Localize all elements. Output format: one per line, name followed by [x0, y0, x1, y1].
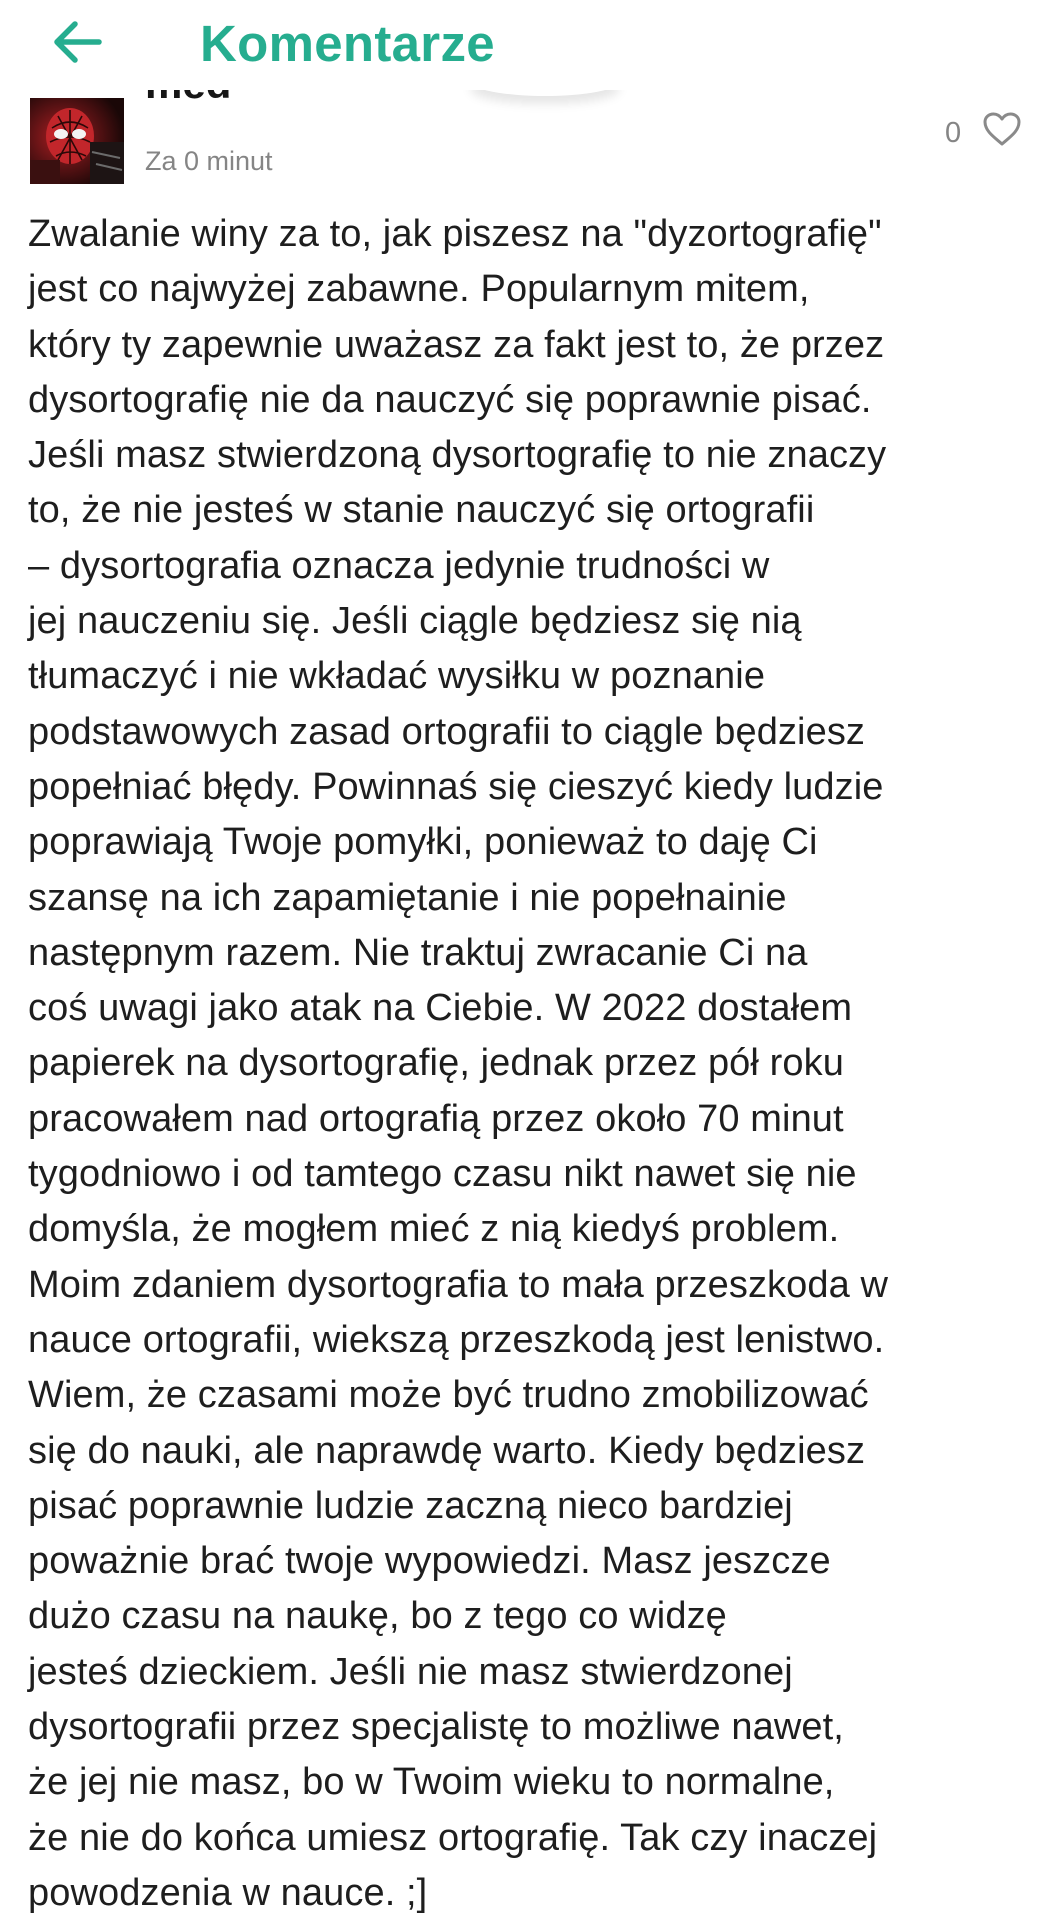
back-button[interactable] [40, 14, 114, 74]
heart-outline-icon [982, 111, 1022, 152]
page-title: Komentarze [200, 15, 495, 72]
app-bar [0, 0, 1060, 90]
comment-text: Zwalanie winy za to, jak piszesz na "dyzortografię" jest co najwyżej zabawne. Popularnym mitem, który ty zapewnie uważasz za fakt jest to, że przez dysortografię nie da nauczyć się poprawnie pisać. Jeśli masz stwierdzoną dysortografię to nie znaczy to, że nie jesteś w stanie nauczyć się ortografii – dysortografia oznacza jedynie trudności w jej nauczeniu się. Jeśli ciągle będziesz się nią tłumaczyć i nie wkładać wysiłku w poznanie podstawowych zasad ortografii to ciągle będziesz popełniać błędy. Powinnaś się cieszyć kiedy ludzie poprawiają Twoje pomyłki, ponieważ to daję Ci szansę na ich zapamiętanie i nie popełnainie następnym razem. Nie traktuj zwracanie Ci na coś uwagi jako atak na Ciebie. W 2022 dostałem papierek na dysortografię, jednak przez pół roku pracowałem nad ortografią przez około 70 minut tygodniowo i od tamtego czasu nikt nawet się nie domyśla, że mogłem mieć z nią kiedyś problem. Moim zdaniem dysortografia to mała przeszkoda w nauce ortografii, wiekszą przeszkodą jest lenistwo. Wiem, że czasami może być trudno zmobilizować się do nauki, ale naprawdę warto. Kiedy będziesz pisać poprawnie ludzie zaczną nieco bardziej poważnie brać twoje wypowiedzi. Masz jeszcze dużo czasu na naukę, bo z tego co widzę jesteś dzieckiem. Jeśli nie masz stwierdzonej dysortografii przez specjalistę to możliwe nawet, że jej nie masz, bo w Twoim wieku to normalne, że nie do końca umiesz ortografię. Tak czy inaczej powodzenia w nauce. ;] [28, 213, 889, 1914]
like-button[interactable] [978, 108, 1026, 154]
comment-card [0, 90, 1060, 1921]
like-count: 0 [945, 117, 962, 149]
avatar[interactable] [30, 98, 124, 184]
comment-timestamp: Za 0 minut [145, 146, 273, 176]
arrow-left-icon [51, 20, 103, 69]
